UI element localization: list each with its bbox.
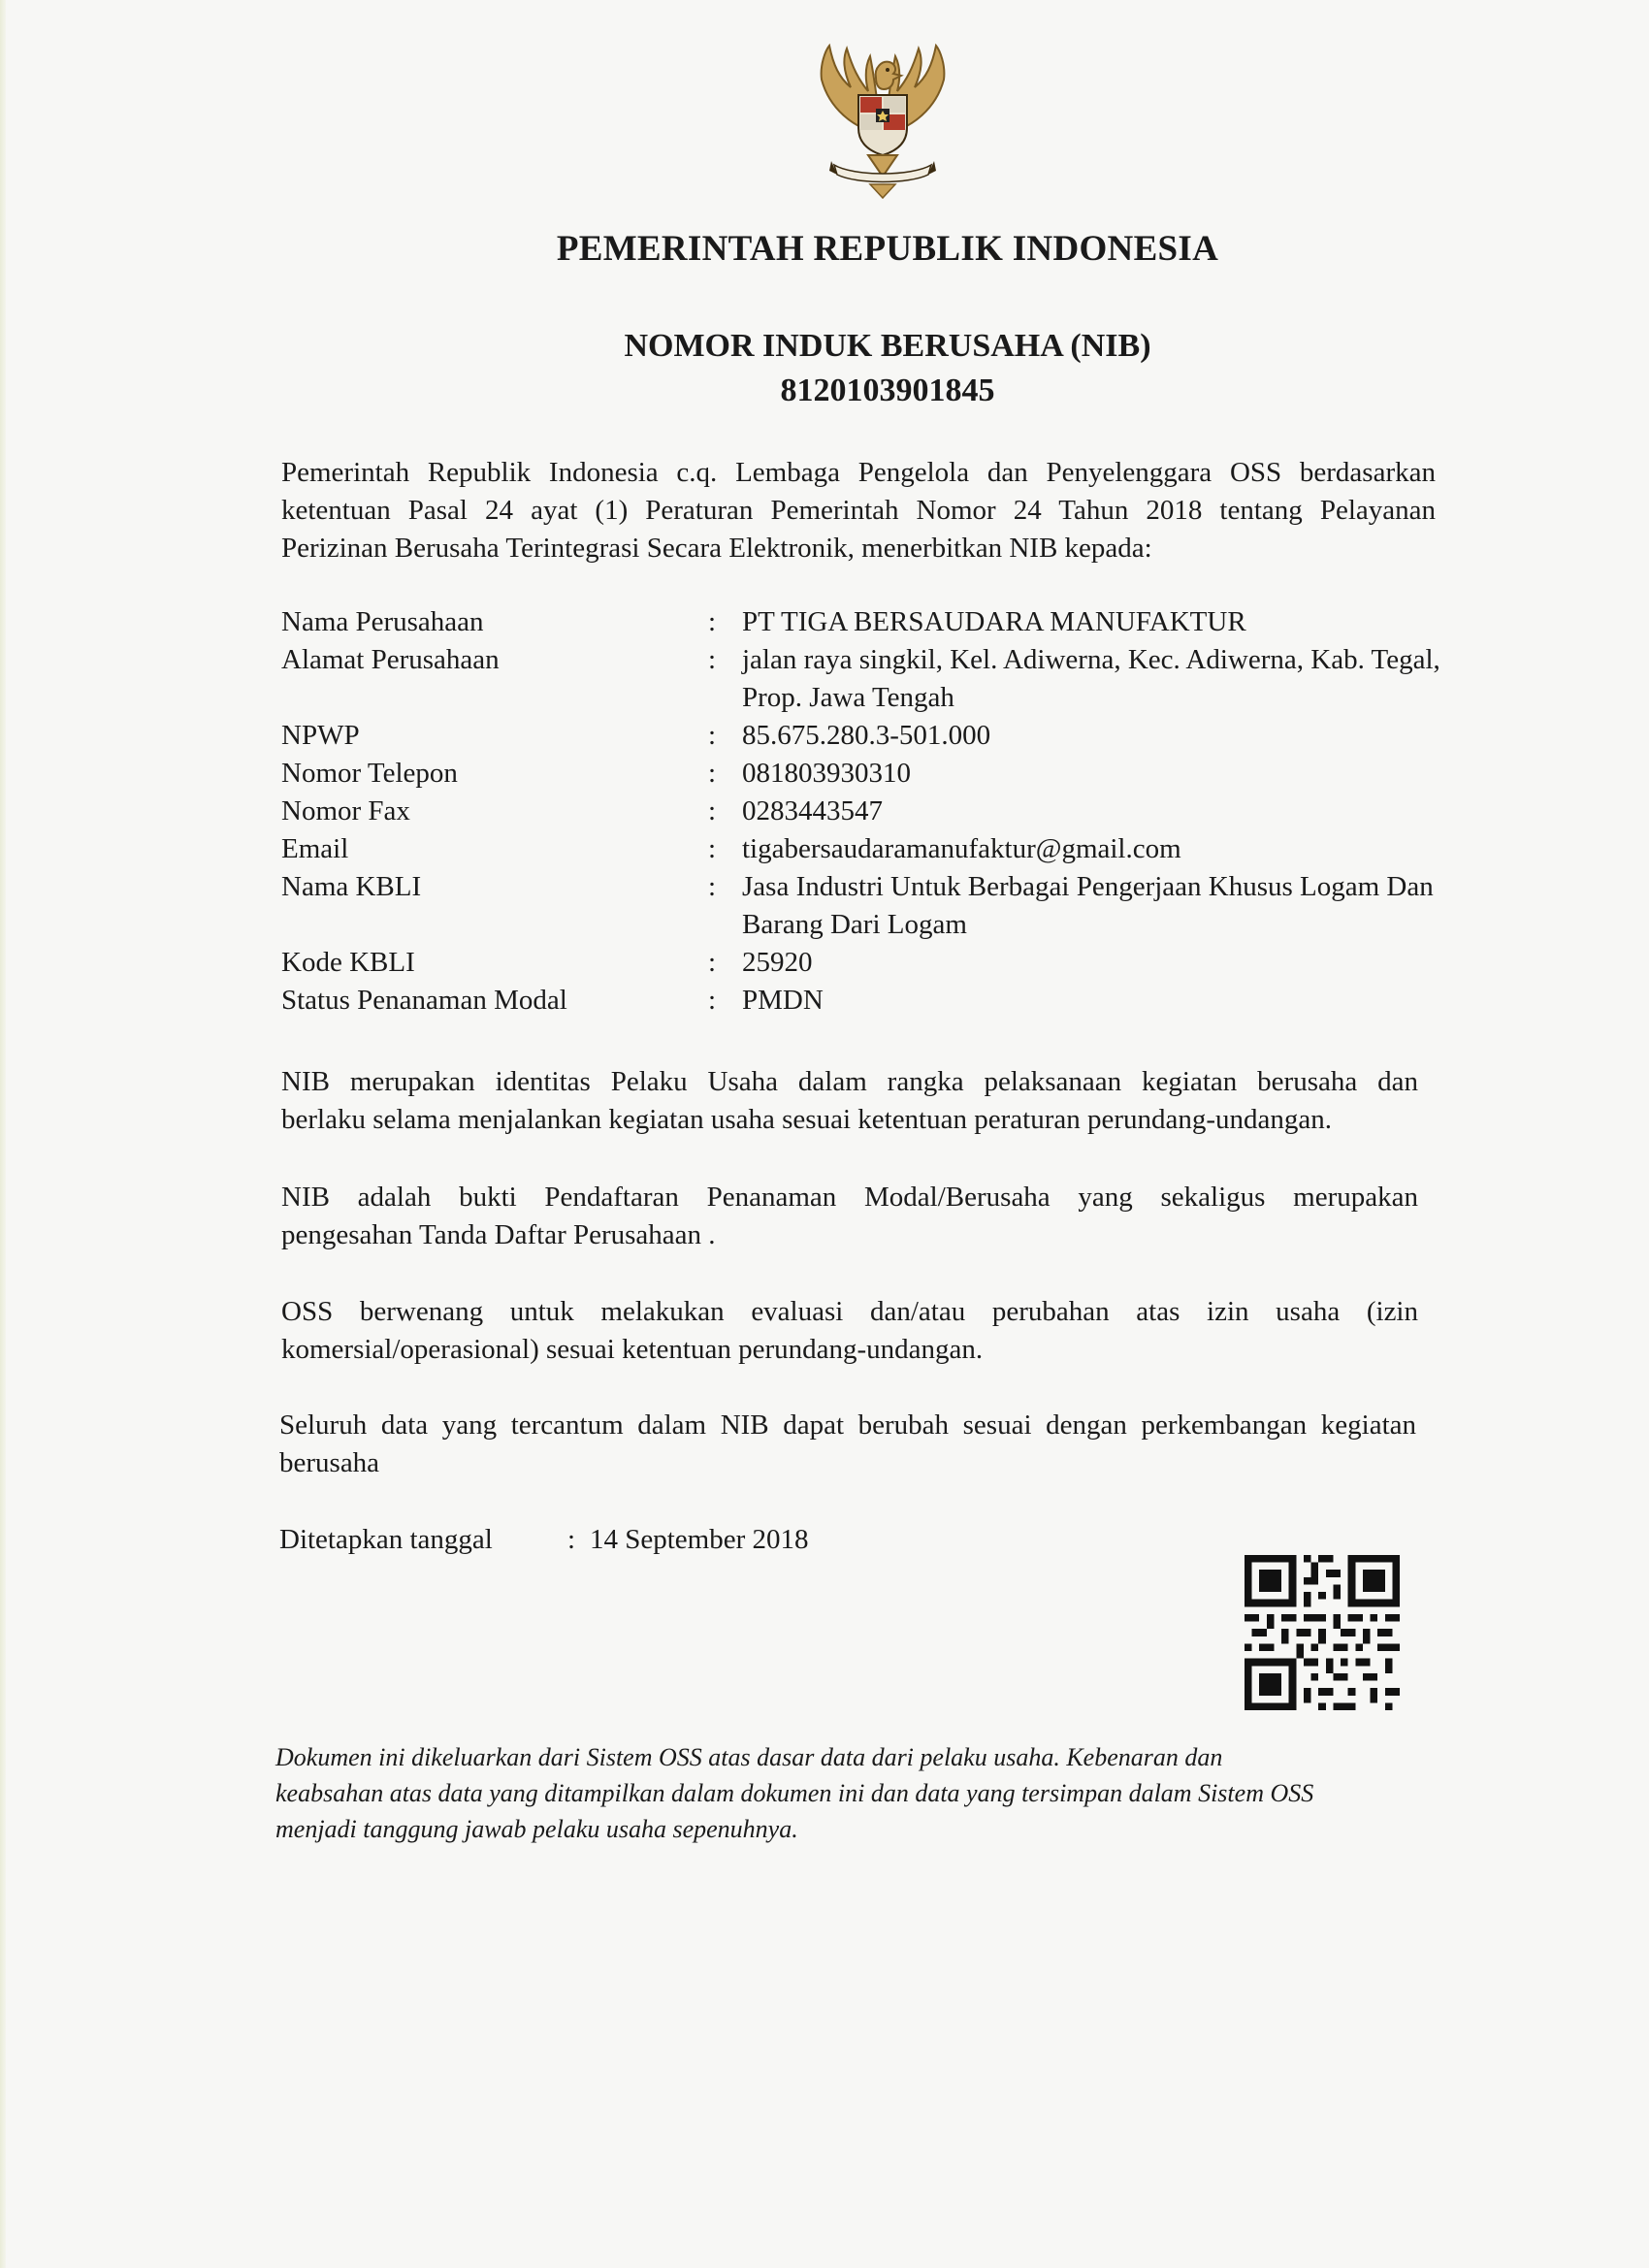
field-label: Alamat Perusahaan xyxy=(281,644,500,675)
field-kbli-code xyxy=(281,944,1445,982)
company-details xyxy=(281,603,1445,1020)
field-kbli-name xyxy=(281,868,1445,944)
disclaimer xyxy=(275,1739,1430,1847)
field-npwp xyxy=(281,717,1445,755)
intro-line: Perizinan Berusaha Terintegrasi Secara Elektronik, menerbitkan NIB kepada: xyxy=(281,533,1152,564)
paragraph-nib-identity xyxy=(281,1063,1418,1139)
field-label: Nomor Fax xyxy=(281,795,410,826)
nib-number: 8120103901845 xyxy=(780,373,995,408)
field-value: PMDN xyxy=(742,985,824,1016)
paragraph-line: pengesahan Tanda Daftar Perusahaan . xyxy=(281,1219,716,1250)
paragraph-oss-authority xyxy=(281,1293,1418,1369)
field-colon: : xyxy=(708,720,717,751)
field-value: 081803930310 xyxy=(742,758,911,789)
field-label: Email xyxy=(281,833,349,864)
field-email xyxy=(281,830,1445,868)
issue-date-colon: : xyxy=(567,1524,576,1555)
field-colon: : xyxy=(708,795,717,826)
field-company-name xyxy=(281,603,1445,641)
field-value: 85.675.280.3-501.000 xyxy=(742,720,991,751)
disclaimer-line: Dokumen ini dikeluarkan dari Sistem OSS atas dasar data dari pelaku usaha. Kebenaran dan xyxy=(275,1743,1223,1771)
paragraph-line: Seluruh data yang tercantum dalam NIB dapat berubah sesuai dengan perkembangan kegiatan xyxy=(279,1409,1416,1441)
field-colon: : xyxy=(708,947,717,978)
field-label: NPWP xyxy=(281,720,360,751)
government-title: PEMERINTAH REPUBLIK INDONESIA xyxy=(556,229,1219,269)
intro-line: Pemerintah Republik Indonesia c.q. Lembaga Pengelola dan Penyelenggara OSS berdasarkan xyxy=(281,457,1436,488)
paragraph-data-change xyxy=(279,1407,1416,1482)
intro-line: ketentuan Pasal 24 ayat (1) Peraturan Pemerintah Nomor 24 Tahun 2018 tentang Pelayanan xyxy=(281,495,1436,526)
field-value: Jasa Industri Untuk Berbagai Pengerjaan Khusus Logam Dan Barang Dari Logam xyxy=(742,871,1434,940)
field-phone xyxy=(281,755,1445,793)
field-investment-status xyxy=(281,982,1445,1020)
field-value: 0283443547 xyxy=(742,795,883,826)
garuda-emblem-icon xyxy=(800,41,965,206)
paragraph-line: berlaku selama menjalankan kegiatan usaha sesuai ketentuan peraturan perundang-undangan. xyxy=(281,1104,1333,1135)
field-label: Nama KBLI xyxy=(281,871,422,902)
field-colon: : xyxy=(708,606,717,637)
disclaimer-line: menjadi tanggung jawab pelaku usaha sepenuhnya. xyxy=(275,1815,798,1843)
field-value: PT TIGA BERSAUDARA MANUFAKTUR xyxy=(742,606,1246,637)
paragraph-line: NIB merupakan identitas Pelaku Usaha dalam rangka pelaksanaan kegiatan berusaha dan xyxy=(281,1066,1418,1097)
field-colon: : xyxy=(708,833,717,864)
field-colon: : xyxy=(708,644,717,675)
field-label: Nama Perusahaan xyxy=(281,606,484,637)
intro-paragraph xyxy=(281,454,1436,567)
field-colon: : xyxy=(708,871,717,902)
field-label: Status Penanaman Modal xyxy=(281,985,567,1016)
field-label: Kode KBLI xyxy=(281,947,415,978)
qr-code-icon xyxy=(1245,1555,1400,1710)
field-label: Nomor Telepon xyxy=(281,758,458,789)
field-colon: : xyxy=(708,758,717,789)
disclaimer-line: keabsahan atas data yang ditampilkan dalam dokumen ini dan data yang tersimpan dalam Sistem OSS xyxy=(275,1779,1314,1807)
document-title: NOMOR INDUK BERUSAHA (NIB) xyxy=(624,328,1151,364)
paragraph-line: NIB adalah bukti Pendaftaran Penanaman Modal/Berusaha yang sekaligus merupakan xyxy=(281,1182,1418,1213)
paragraph-nib-proof xyxy=(281,1179,1418,1254)
paragraph-line: komersial/operasional) sesuai ketentuan perundang-undangan. xyxy=(281,1334,984,1365)
field-value: tigabersaudaramanufaktur@gmail.com xyxy=(742,833,1181,864)
field-value: 25920 xyxy=(742,947,813,978)
field-fax xyxy=(281,793,1445,830)
field-company-address xyxy=(281,641,1445,717)
paragraph-line: berusaha xyxy=(279,1447,380,1478)
issue-date-label: Ditetapkan tanggal xyxy=(279,1524,493,1555)
field-value: jalan raya singkil, Kel. Adiwerna, Kec. Adiwerna, Kab. Tegal, Prop. Jawa Tengah xyxy=(742,644,1440,713)
paragraph-line: OSS berwenang untuk melakukan evaluasi dan/atau perubahan atas izin usaha (izin xyxy=(281,1296,1418,1327)
issue-date-value: 14 September 2018 xyxy=(590,1524,809,1555)
field-colon: : xyxy=(708,985,717,1016)
